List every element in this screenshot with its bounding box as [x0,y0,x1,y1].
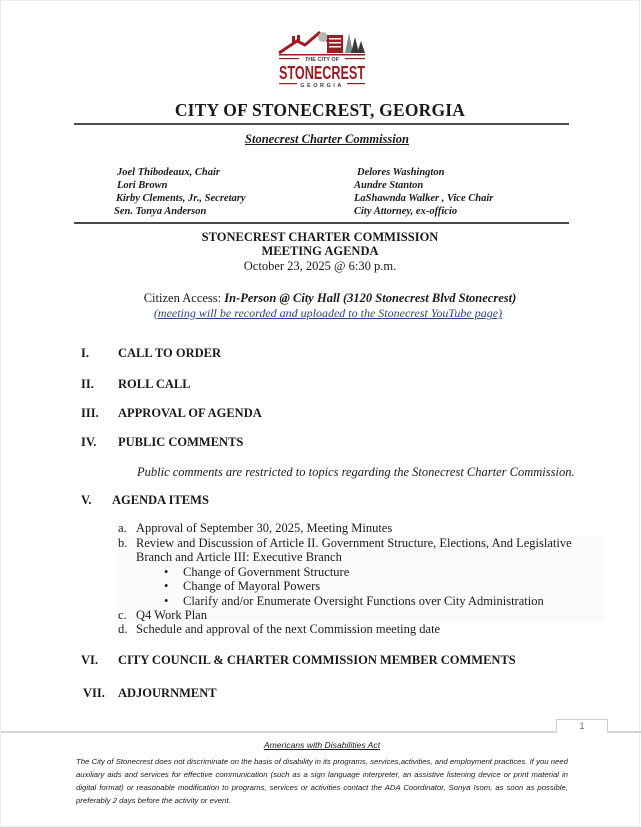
members-right-column [354,166,493,218]
agenda-item-b-continued: Branch and Article III: Executive Branch [136,550,342,564]
section-label: ADJOURNMENT [118,686,217,700]
bullet-icon: • [164,579,169,593]
bullet-icon: • [164,594,169,608]
ada-title: Americans with Disabilities Act [263,740,381,750]
section-number: I. [81,346,89,360]
agenda-subitem [164,565,349,579]
ada-notice: The City of Stonecrest does not discriminate on the basis of disability in its programs, services,activities, and employment practices. If you need auxiliary aids and services for effective communication (such as a sign language interpreter, an assistive listening device or print material in digital format) or reasonable modification to programs, services or activities contact the ADA Coordinator, Sonya Isom, as soon as possible, preferably 2 days before the activity or event. [76,757,568,805]
logo-line1: THE CITY OF [304,57,340,63]
header-divider [74,123,569,125]
member-name: Aundre Stanton [354,180,424,191]
section-label: AGENDA ITEMS [112,493,209,507]
agenda-item-a [118,521,392,535]
item-text: Approval of September 30, 2025, Meeting Minutes [136,521,393,535]
agenda-subitem [164,594,544,608]
section-label: CITY COUNCIL & CHARTER COMMISSION MEMBER COMMENTS [118,653,516,667]
agenda-item-c [118,608,207,622]
logo-line2: STONECREST [279,63,366,83]
item-text: Review and Discussion of Article II. Government Structure, Elections, And Legislative [136,536,572,550]
stonecrest-logo-icon [275,27,371,93]
section-number: VI. [81,653,99,667]
commission-title: Stonecrest Charter Commission [245,132,409,146]
member-name: City Attorney, ex-officio [354,206,458,217]
access-location: In-Person @ City Hall (3120 Stonecrest Blvd Stonecrest) [224,291,517,305]
section-number: VII. [83,686,105,700]
member-name: Kirby Clements, Jr., Secretary [116,193,246,204]
item-marker: a. [118,521,127,535]
section-label: PUBLIC COMMENTS [118,435,244,449]
youtube-recording-link[interactable]: (meeting will be recorded and uploaded to the Stonecrest YouTube page) [153,306,503,320]
public-comments-note: Public comments are restricted to topics regarding the Stonecrest Charter Commission. [137,465,575,479]
logo-line3: GEORGIA [300,83,344,89]
item-marker: b. [118,536,128,550]
agenda-heading [1,230,639,274]
member-name: LaShawnda Walker , Vice Chair [354,193,494,204]
section-label: ROLL CALL [118,377,191,391]
agenda-title-line2: MEETING AGENDA [261,244,379,258]
meeting-datetime: October 23, 2025 @ 6:30 p.m. [243,259,397,273]
members-divider [74,222,569,224]
item-text: Schedule and approval of the next Commission meeting date [136,622,441,636]
citizen-access [1,291,639,321]
footer-divider [1,731,557,733]
item-marker: d. [118,622,128,636]
section-label: CALL TO ORDER [118,346,222,360]
subitem-text: Change of Government Structure [183,565,350,579]
section-label: APPROVAL OF AGENDA [118,406,262,420]
city-logo [275,27,371,93]
subitem-text: Change of Mayoral Powers [183,579,321,593]
agenda-item-d [118,622,440,636]
section-number: III. [81,406,99,420]
members-left-column [114,166,246,218]
section-number: IV. [81,435,97,449]
agenda-subitem [164,579,320,593]
section-number: V. [81,493,92,507]
section-number: II. [81,377,94,391]
item-marker: c. [118,608,127,622]
bullet-icon: • [164,565,169,579]
member-name: Delores Washington [357,167,445,178]
access-label: Citizen Access: [143,291,225,305]
agenda-title-line1: STONECREST CHARTER COMMISSION [201,230,439,244]
footer-divider [607,731,641,733]
item-text: Q4 Work Plan [136,608,207,622]
member-name: Sen. Tonya Anderson [114,206,207,217]
subitem-text: Clarify and/or Enumerate Oversight Functions over City Administration [183,594,544,608]
agenda-item-b [118,536,572,550]
page-number: 1 [556,719,608,733]
member-name: Joel Thibodeaux, Chair [117,167,220,178]
member-name: Lori Brown [117,180,168,191]
city-title: CITY OF STONECREST, GEORGIA [174,100,466,120]
